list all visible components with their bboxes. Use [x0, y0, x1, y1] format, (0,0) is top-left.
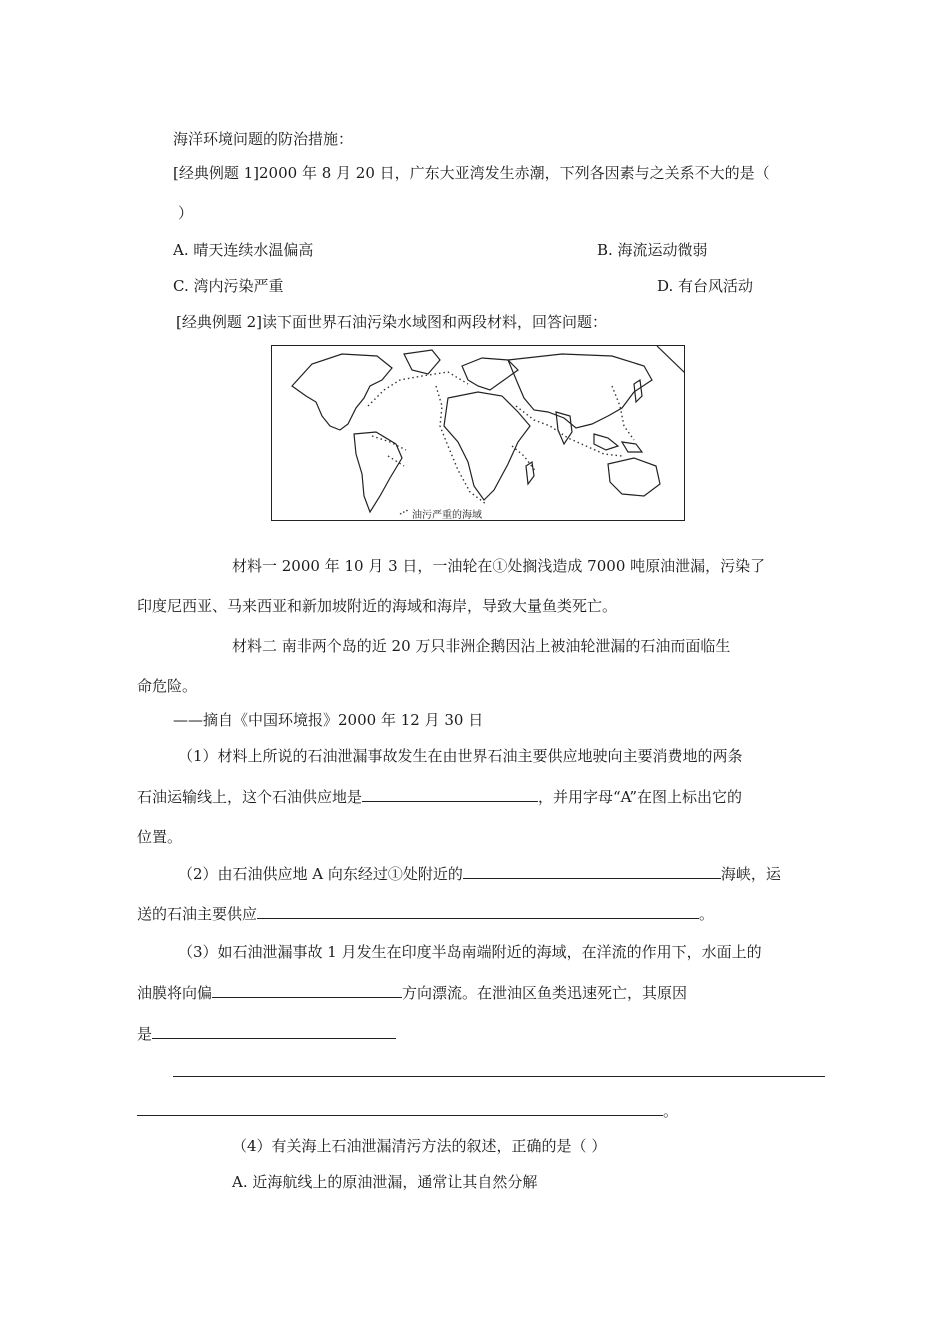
question3-line2 — [137, 983, 687, 1003]
question1-line2 — [137, 787, 742, 807]
question3-line1: （3）如石油泄漏事故 1 月发生在印度半岛南端附近的海域，在洋流的作用下，水面上的 — [178, 943, 762, 961]
question4-option-a: A. 近海航线上的原油泄漏，通常让其自然分解 — [232, 1173, 538, 1191]
question3-end: 。 — [663, 1102, 679, 1120]
question2-line1 — [178, 864, 781, 884]
material2-line1: 材料二 南非两个岛的近 20 万只非洲企鹅因沾上被油轮泄漏的石油而面临生 — [232, 637, 731, 655]
world-oil-pollution-map — [271, 345, 685, 521]
example1-stem-close: ） — [178, 204, 194, 222]
material2-line2: 命危险。 — [137, 677, 198, 695]
question1-line1: （1）材料上所说的石油泄漏事故发生在由世界石油主要供应地驶向主要消费地的两条 — [178, 747, 743, 765]
question2-text-c: 送的石油主要供应 — [137, 905, 258, 923]
example1-option-c: C. 湾内污染严重 — [173, 277, 284, 295]
section-heading: 海洋环境问题的防治措施： — [173, 130, 354, 148]
material-source: ——摘自《中国环境报》2000 年 12 月 30 日 — [173, 711, 484, 729]
question3-reason-blank-line2[interactable] — [173, 1076, 825, 1077]
question2-line2 — [137, 904, 714, 924]
question2-text-d: 。 — [699, 905, 715, 923]
question1-answer-blank[interactable] — [362, 787, 538, 802]
example1-stem: [经典例题 1]2000 年 8 月 20 日，广东大亚湾发生赤潮，下列各因素与之关系不大的是（ — [173, 164, 770, 182]
example2-intro: [经典例题 2]读下面世界石油污染水域图和两段材料，回答问题： — [176, 313, 608, 331]
world-map-drawing — [272, 346, 685, 521]
map-legend-label: 油污严重的海域 — [412, 510, 482, 521]
example1-option-a: A. 晴天连续水温偏高 — [173, 241, 314, 259]
question3-reason-blank-line3[interactable] — [137, 1101, 663, 1116]
question2-text-b: 海峡，运 — [720, 865, 781, 883]
material1-line2: 印度尼西亚、马来西亚和新加坡附近的海域和海岸，导致大量鱼类死亡。 — [137, 597, 618, 615]
question3-direction-blank[interactable] — [212, 983, 402, 998]
material1-line1: 材料一 2000 年 10 月 3 日，一油轮在①处搁浅造成 7000 吨原油泄漏，污染了 — [232, 557, 766, 575]
question4-stem: （4）有关海上石油泄漏清污方法的叙述，正确的是（ ） — [232, 1137, 607, 1155]
question3-text-b: 方向漂流。在泄油区鱼类迅速死亡，其原因 — [402, 984, 688, 1002]
question3-line3 — [137, 1024, 396, 1044]
question3-line5 — [137, 1101, 678, 1121]
question2-supply-blank[interactable] — [257, 904, 699, 919]
question1-line3: 位置。 — [137, 828, 183, 846]
question1-text-a: 石油运输线上，这个石油供应地是 — [137, 788, 363, 806]
example1-option-d: D. 有台风活动 — [657, 277, 754, 295]
question2-text-a: （2）由石油供应地 A 向东经过①处附近的 — [178, 865, 463, 883]
question3-reason-blank[interactable] — [152, 1024, 396, 1039]
question3-text-a: 油膜将向偏 — [137, 984, 213, 1002]
question2-strait-blank[interactable] — [463, 864, 721, 879]
question1-text-b: ，并用字母“A”在图上标出它的 — [538, 788, 742, 806]
example1-option-b: B. 海流运动微弱 — [597, 241, 708, 259]
question3-text-c: 是 — [137, 1025, 153, 1043]
